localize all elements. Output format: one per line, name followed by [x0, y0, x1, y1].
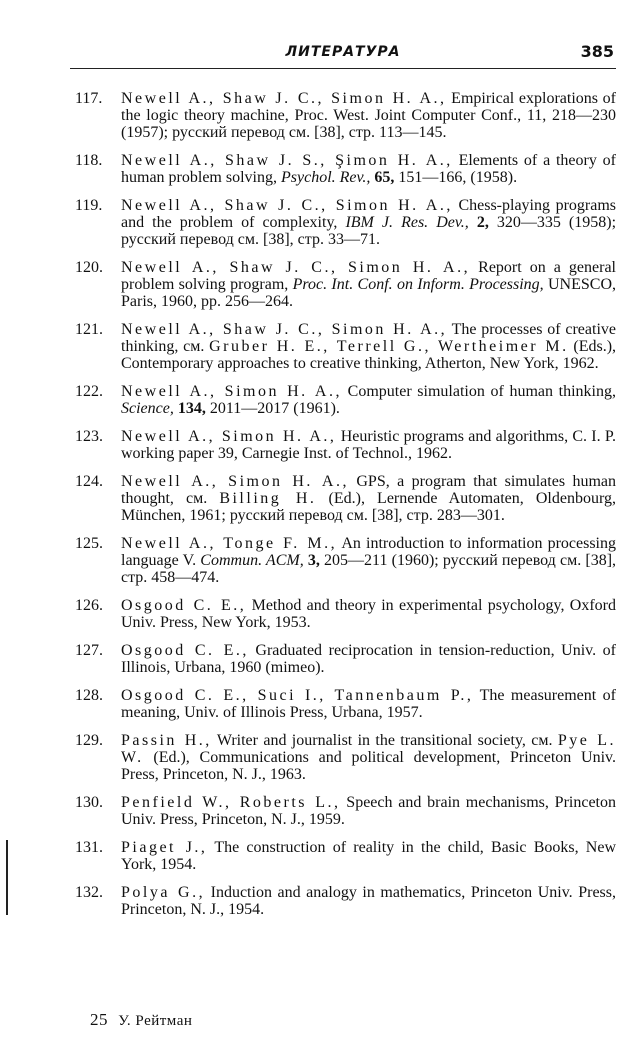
signature-mark: 25	[90, 1010, 108, 1029]
page-number: 385	[580, 42, 614, 61]
reference-authors: Osgood C. E., Suci I., Tannenbaum P.,	[121, 687, 474, 704]
reference-text: Method and theory in experimental psychology, Oxford Univ. Press, New York, 1953.	[121, 597, 616, 631]
reference-text	[469, 214, 477, 231]
reference-authors: Newell A., Shaw J. S., Şimon H. A.,	[121, 152, 453, 169]
reference-text: Graduated reciprocation in tension-reduction, Univ. of Illinois, Urbana, 1960 (mimeo).	[121, 642, 616, 676]
reference-authors: Osgood C. E.,	[121, 642, 249, 659]
reference-authors: Osgood C. E.,	[121, 597, 247, 614]
reference-text: 320—335 (1958); русский перевод см. [38], стр. 33—71.	[121, 214, 617, 248]
reference-journal: IBM J. Res. Dev.,	[345, 214, 469, 231]
reference-number: 124.	[75, 473, 103, 490]
reference-number: 123.	[75, 428, 103, 445]
reference-authors: Polya G.,	[121, 884, 206, 901]
reference-list	[75, 90, 616, 929]
reference-authors: Piaget J.,	[121, 839, 208, 856]
reference-item	[75, 642, 616, 676]
reference-text: Computer simulation of human thinking,	[342, 383, 617, 400]
reference-text: An introduction to information processing language V.	[121, 535, 617, 569]
reference-journal: Science,	[121, 400, 174, 417]
reference-text: (Eds.), Contemporary approaches to creative thinking, Atherton, New York, 1962.	[121, 338, 617, 372]
reference-authors: Passin H.,	[121, 732, 212, 749]
reference-text: The construction of reality in the child, Basic Books, New York, 1954.	[121, 839, 617, 873]
reference-item	[75, 259, 616, 310]
reference-number: 117.	[75, 90, 103, 107]
reference-number: 120.	[75, 259, 103, 276]
reference-number: 118.	[75, 152, 103, 169]
reference-text: UNESCO, Paris, 1960, pp. 256—264.	[121, 276, 616, 310]
reference-volume: 3,	[307, 552, 320, 569]
reference-item	[75, 473, 616, 524]
reference-number: 132.	[75, 884, 103, 901]
page-footer	[90, 1010, 192, 1030]
reference-journal: Psychol. Rev.,	[280, 169, 371, 186]
reference-item	[75, 90, 616, 141]
reference-text: Heuristic programs and algorithms, C. I. P. working paper 39, Carnegie Inst. of Technol., 1962.	[121, 428, 616, 462]
reference-item	[75, 383, 616, 417]
reference-number: 128.	[75, 687, 103, 704]
reference-item	[75, 197, 616, 248]
reference-item	[75, 152, 616, 186]
reference-item	[75, 687, 616, 721]
footer-author: У. Рейтман	[118, 1013, 193, 1029]
reference-text: 151—166, (1958).	[394, 169, 518, 186]
reference-number: 119.	[75, 197, 103, 214]
reference-authors: Newell A., Simon H. A.,	[121, 473, 349, 490]
reference-authors: Newell A., Shaw J. C., Simon H. A.,	[121, 90, 447, 107]
reference-authors: Newell A., Simon H. A.,	[121, 383, 342, 400]
running-head: ЛИТЕРАТУРА	[285, 44, 401, 60]
reference-text: Chess-playing programs and the problem of complexity,	[121, 197, 617, 231]
reference-text: Speech and brain mechanisms, Princeton Univ. Press, Princeton, N. J., 1959.	[121, 794, 616, 828]
reference-number: 121.	[75, 321, 103, 338]
reference-authors: Newell A., Shaw J. C., Simon H. A.,	[121, 197, 453, 214]
reference-number: 129.	[75, 732, 103, 749]
reference-text: GPS, a program that simulates human thought, см.	[121, 473, 616, 507]
reference-number: 131.	[75, 839, 103, 856]
reference-volume: 65,	[374, 169, 395, 186]
reference-authors: Newell A., Tonge F. M.,	[121, 535, 338, 552]
reference-authors: Billing H.	[219, 490, 317, 507]
reference-item	[75, 535, 616, 586]
reference-authors: Newell A., Shaw J. C., Simon H. A.,	[121, 321, 448, 338]
reference-number: 125.	[75, 535, 103, 552]
reference-journal: Commun. ACM,	[200, 552, 304, 569]
reference-authors: Newell A., Simon H. A.,	[121, 428, 337, 445]
reference-number: 130.	[75, 794, 103, 811]
reference-item	[75, 839, 616, 873]
reference-text: Induction and analogy in mathematics, Princeton Univ. Press, Princeton, N. J., 1954.	[121, 884, 616, 918]
reference-item	[75, 428, 616, 462]
reference-text: Report on a general problem solving program,	[121, 259, 617, 293]
reference-number: 127.	[75, 642, 103, 659]
reference-journal: Proc. Int. Conf. on Inform. Processing,	[292, 276, 544, 293]
reference-authors: Pye L. W.	[121, 732, 617, 766]
reference-text: 205—211 (1960); русский перевод см. [38], стр. 458—474.	[121, 552, 617, 586]
reference-text: The processes of creative thinking, см.	[121, 321, 616, 355]
reference-item	[75, 794, 616, 828]
reference-text: (Ed.), Communications and political development, Princeton Univ. Press, Princeton, N. J., 1963.	[121, 749, 616, 783]
reference-text: (Ed.), Lernende Automaten, Oldenbourg, München, 1961; русский перевод см. [38], стр. 283—301.	[121, 490, 616, 524]
reference-text: Writer and journalist in the transitional society, см.	[211, 732, 558, 749]
reference-text: 2011—2017 (1961).	[205, 400, 340, 417]
reference-item	[75, 321, 616, 372]
reference-item	[75, 884, 616, 918]
reference-number: 122.	[75, 383, 103, 400]
reference-text: Elements of a theory of human problem solving,	[121, 152, 616, 186]
page-header	[70, 40, 616, 69]
scan-edge-mark	[6, 840, 8, 915]
reference-volume: 2,	[476, 214, 489, 231]
reference-item	[75, 597, 616, 631]
reference-authors: Gruber H. E., Terrell G., Wertheimer M.	[209, 338, 569, 355]
reference-text: Empirical explorations of the logic theory machine, Proc. West. Joint Computer Conf., 11, 218—230 (1957); русский перевод см. [38], стр. 113—145.	[121, 90, 616, 141]
reference-authors: Penfield W., Roberts L.,	[121, 794, 341, 811]
reference-volume: 134,	[177, 400, 206, 417]
reference-number: 126.	[75, 597, 103, 614]
reference-item	[75, 732, 616, 783]
reference-text: The measurement of meaning, Univ. of Illinois Press, Urbana, 1957.	[121, 687, 616, 721]
reference-authors: Newell A., Shaw J. C., Simon H. A.,	[121, 259, 471, 276]
